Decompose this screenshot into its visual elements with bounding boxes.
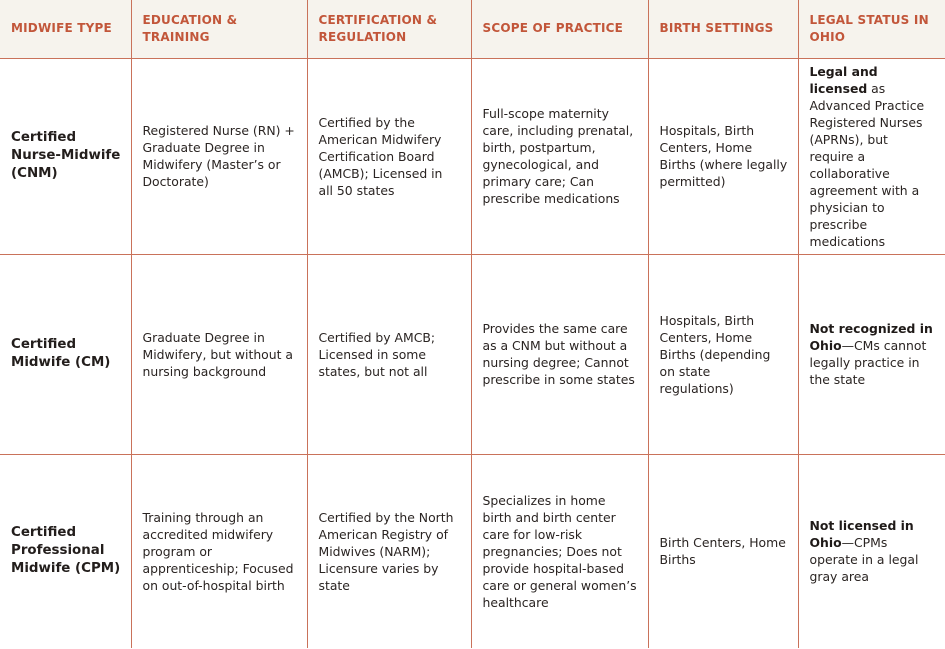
cell-legal-status [798,58,945,254]
cell-midwife-type: Certified Professional Midwife (CPM) [0,454,131,648]
legal-status-detail: —CMs cannot legally practice in the state [809,338,927,387]
cell-certification: Certified by AMCB; Licensed in some states, but not all [307,254,471,454]
cell-scope: Specializes in home birth and birth center care for low-risk pregnancies; Does not provide hospital-based care or general women’s healthcare [471,454,648,648]
header-midwife-type: MIDWIFE TYPE [0,0,131,58]
cell-legal-status [798,254,945,454]
legal-status-emphasis: Not licensed in Ohio [809,518,914,550]
header-certification-regulation: CERTIFICATION & REGULATION [307,0,471,58]
cell-certification: Certified by the North American Registry of Midwives (NARM); Licensure varies by state [307,454,471,648]
header-education-training: EDUCATION & TRAINING [131,0,307,58]
cell-settings: Hospitals, Birth Centers, Home Births (depending on state regulations) [648,254,798,454]
header-row [0,0,945,58]
cell-settings: Hospitals, Birth Centers, Home Births (where legally permitted) [648,58,798,254]
cell-settings: Birth Centers, Home Births [648,454,798,648]
cell-midwife-type: Certified Nurse-Midwife (CNM) [0,58,131,254]
cell-scope: Provides the same care as a CNM but without a nursing degree; Cannot prescribe in some states [471,254,648,454]
table-row [0,254,945,454]
legal-status-detail: —CPMs operate in a legal gray area [809,535,919,584]
table-row [0,58,945,254]
cell-midwife-type: Certified Midwife (CM) [0,254,131,454]
cell-education: Registered Nurse (RN) + Graduate Degree in Midwifery (Master’s or Doctorate) [131,58,307,254]
cell-education: Training through an accredited midwifery program or apprenticeship; Focused on out-of-hospital birth [131,454,307,648]
cell-education: Graduate Degree in Midwifery, but without a nursing background [131,254,307,454]
header-birth-settings: BIRTH SETTINGS [648,0,798,58]
legal-status-detail: as Advanced Practice Registered Nurses (APRNs), but require a collaborative agreement with a physician to prescribe medications [809,80,925,249]
legal-status-emphasis: Legal and licensed [809,63,878,96]
cell-certification: Certified by the American Midwifery Certification Board (AMCB); Licensed in all 50 states [307,58,471,254]
header-scope-of-practice: SCOPE OF PRACTICE [471,0,648,58]
cell-scope: Full-scope maternity care, including prenatal, birth, postpartum, gynecological, and primary care; Can prescribe medications [471,58,648,254]
legal-status-emphasis: Not recognized in Ohio [809,321,933,353]
header-legal-status-ohio: LEGAL STATUS IN OHIO [798,0,945,58]
table-body [0,58,945,648]
table-header [0,0,945,58]
table-row [0,454,945,648]
cell-legal-status [798,454,945,648]
